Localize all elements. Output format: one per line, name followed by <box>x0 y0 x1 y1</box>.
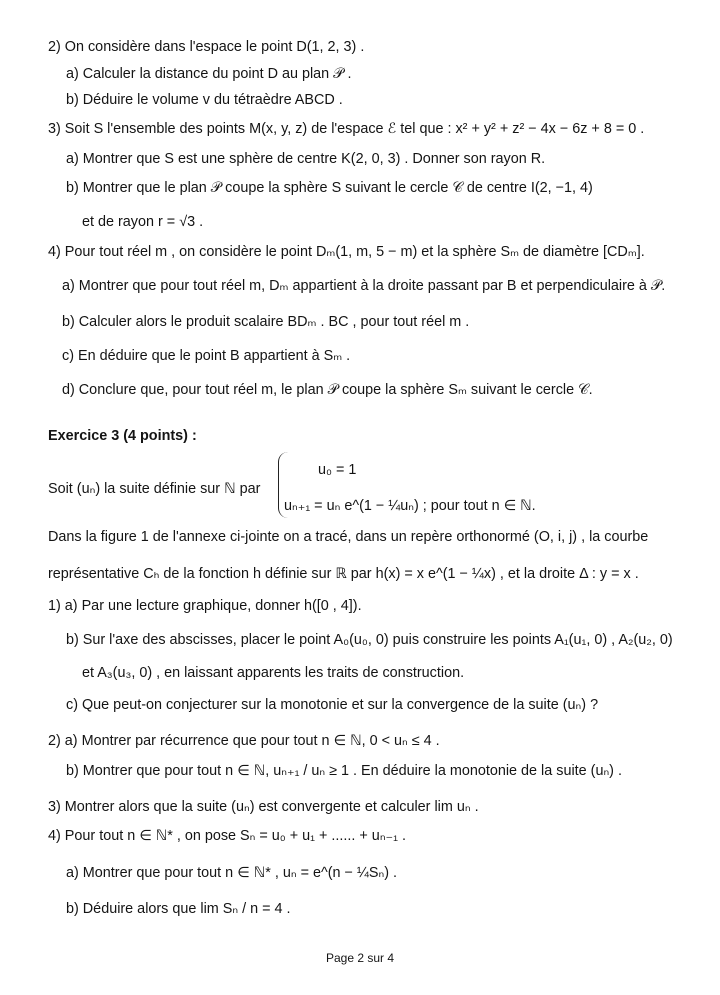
question-3b-cont: et de rayon r = √3 . <box>82 214 204 230</box>
exercise-3-title: Exercice 3 (4 points) : <box>48 428 197 444</box>
question-3b: b) Montrer que le plan 𝒫 coupe la sphère S suivant le cercle 𝒞 de centre I(2, −1, 4) <box>66 180 593 196</box>
page-number: Page 2 sur 4 <box>325 951 395 965</box>
question-4a: a) Montrer que pour tout réel m, Dₘ appartient à la droite passant par B et perpendiculaire à 𝒫. <box>62 278 666 294</box>
question-4: 4) Pour tout réel m , on considère le point Dₘ(1, m, 5 − m) et la sphère Sₘ de diamètre [CDₘ]. <box>48 244 645 260</box>
question-4b: b) Déduire alors que lim Sₙ / n = 4 . <box>66 901 291 917</box>
question-2b: b) Déduire le volume v du tétraèdre ABCD . <box>66 92 343 108</box>
figure-text-2: représentative Cₕ de la fonction h définie sur ℝ par h(x) = x e^(1 − ¼x) , et la droite Δ : y = x . <box>48 566 639 582</box>
question-4: 4) Pour tout n ∈ ℕ* , on pose Sₙ = u₀ + u₁ + ...... + uₙ₋₁ . <box>48 828 406 844</box>
question-1a: 1) a) Par une lecture graphique, donner h([0 , 4]). <box>48 598 362 614</box>
question-4b: b) Calculer alors le produit scalaire BDₘ . BC , pour tout réel m . <box>62 314 470 330</box>
figure-text-1: Dans la figure 1 de l'annexe ci-jointe on a tracé, dans un repère orthonormé (O, i, j) , la courbe <box>48 529 649 545</box>
question-4a: a) Montrer que pour tout n ∈ ℕ* , uₙ = e^(n − ¼Sₙ) . <box>66 865 398 881</box>
question-1c: c) Que peut-on conjecturer sur la monotonie et sur la convergence de la suite (uₙ) ? <box>66 697 599 713</box>
question-4c: c) En déduire que le point B appartient à Sₘ . <box>62 348 351 364</box>
question-3: 3) Soit S l'ensemble des points M(x, y, z) de l'espace ℰ tel que : x² + y² + z² − 4x − 6z + 8 = 0 . <box>48 121 645 137</box>
question-2a: 2) a) Montrer par récurrence que pour tout n ∈ ℕ, 0 < uₙ ≤ 4 . <box>48 733 440 749</box>
question-4d: d) Conclure que, pour tout réel m, le plan 𝒫 coupe la sphère Sₘ suivant le cercle 𝒞. <box>62 382 593 398</box>
question-2a: a) Calculer la distance du point D au plan 𝒫 . <box>66 66 352 82</box>
question-1b: b) Sur l'axe des abscisses, placer le point A₀(u₀, 0) puis construire les points A₁(u₁, 0) , A₂(u₂, 0) <box>66 632 673 648</box>
sequence-intro: Soit (uₙ) la suite définie sur ℕ par <box>48 481 261 497</box>
sequence-u0: u₀ = 1 <box>318 462 357 478</box>
question-2b: b) Montrer que pour tout n ∈ ℕ, uₙ₊₁ / uₙ ≥ 1 . En déduire la monotonie de la suite (uₙ) . <box>66 763 622 779</box>
question-3: 3) Montrer alors que la suite (uₙ) est convergente et calculer lim uₙ . <box>48 799 479 815</box>
question-1b-cont: et A₃(u₃, 0) , en laissant apparents les traits de construction. <box>82 665 465 681</box>
question-3a: a) Montrer que S est une sphère de centre K(2, 0, 3) . Donner son rayon R. <box>66 151 546 167</box>
question-2: 2) On considère dans l'espace le point D(1, 2, 3) . <box>48 39 365 55</box>
sequence-recurrence: uₙ₊₁ = uₙ e^(1 − ¼uₙ) ; pour tout n ∈ ℕ. <box>284 498 536 514</box>
